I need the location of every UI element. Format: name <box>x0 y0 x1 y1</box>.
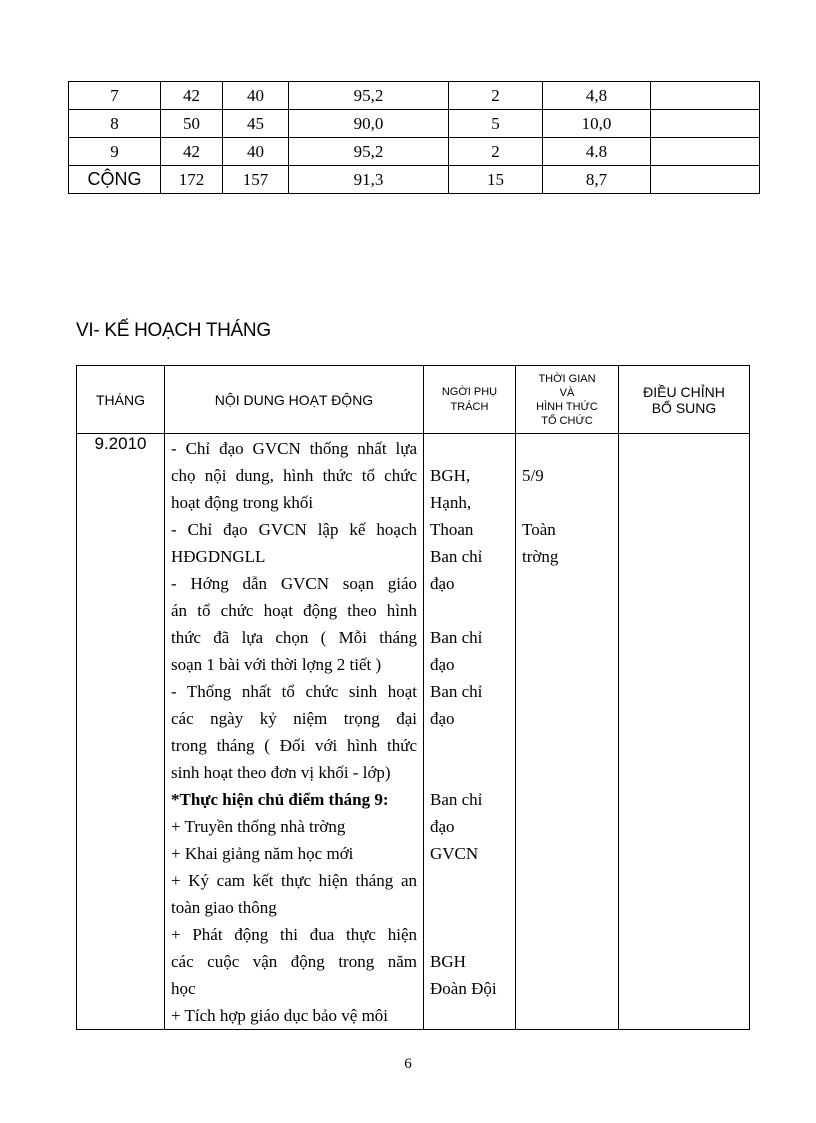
person-line: Ban chỉ <box>430 628 483 647</box>
table-cell: 5 <box>449 110 543 138</box>
table-cell: 95,2 <box>289 82 449 110</box>
header-adjustment <box>619 366 750 434</box>
table-cell: 42 <box>161 82 223 110</box>
content-line: + Phát động thi đua thực hiện <box>171 925 417 944</box>
grade-cell: 9 <box>69 138 161 166</box>
header-adjust-line: BỔ SUNG <box>651 399 717 416</box>
content-line: toàn giao thông <box>171 898 277 917</box>
content-line: - Thống nhất tổ chức sinh hoạt <box>171 682 417 701</box>
content-line: + Ký cam kết thực hiện tháng an <box>171 871 417 890</box>
content-line: + Tích hợp giáo dục bảo vệ môi <box>171 1006 389 1025</box>
header-time-line: THỜI GIAN <box>538 372 596 385</box>
person-line: BGH, <box>430 466 471 485</box>
content-line: - Hớng dẫn GVCN soạn giáo <box>171 574 417 593</box>
content-cell <box>165 434 424 1030</box>
table-cell: 10,0 <box>543 110 651 138</box>
person-line <box>430 732 515 759</box>
table-cell: 40 <box>223 82 289 110</box>
person-line: đạo <box>430 574 455 593</box>
header-content: NỘI DUNG HOẠT ĐỘNG <box>165 366 424 434</box>
content-line: hoạt động trong khối <box>171 493 314 512</box>
header-time-line: HÌNH THỨC <box>536 400 598 413</box>
table-cell: 172 <box>161 166 223 194</box>
statistics-table <box>68 81 760 194</box>
table-cell: 15 <box>449 166 543 194</box>
time-line: Toàn <box>522 520 556 539</box>
table-cell: 2 <box>449 82 543 110</box>
person-line <box>430 759 515 786</box>
person-line <box>430 1002 515 1029</box>
grade-cell: 7 <box>69 82 161 110</box>
content-line: sinh hoạt theo đơn vị khối - lớp) <box>171 763 391 782</box>
table-cell: 90,0 <box>289 110 449 138</box>
time-line <box>522 489 618 516</box>
plan-row <box>77 434 750 1030</box>
table-row <box>69 82 760 110</box>
person-line: GVCN <box>430 844 479 863</box>
content-line: + Khai giảng năm học mới <box>171 844 354 863</box>
header-person-in-charge <box>424 366 516 434</box>
time-lines <box>516 434 618 570</box>
content-line: án tổ chức hoạt động theo hình <box>171 601 417 620</box>
month-cell: 9.2010 <box>77 434 165 1030</box>
content-line: - Chỉ đạo GVCN lập kế hoạch <box>171 520 417 539</box>
person-cell <box>424 434 516 1030</box>
person-line <box>430 435 515 462</box>
table-cell: 4.8 <box>543 138 651 166</box>
person-line <box>430 597 515 624</box>
content-line: chọ nội dung, hình thức tổ chức <box>171 466 417 485</box>
adjustment-cell <box>619 434 750 1030</box>
person-line: Thoan <box>430 520 474 539</box>
time-line: trờng <box>522 547 559 566</box>
monthly-plan-table <box>76 365 750 1030</box>
table-cell: 45 <box>223 110 289 138</box>
person-line: Đoàn Đội <box>430 979 497 998</box>
person-line: BGH <box>430 952 466 971</box>
person-line <box>430 921 515 948</box>
header-time-line: VÀ <box>559 386 575 399</box>
table-cell: 8,7 <box>543 166 651 194</box>
table-cell: 95,2 <box>289 138 449 166</box>
person-line: Ban chỉ <box>430 682 483 701</box>
table-cell <box>651 110 760 138</box>
person-line: Ban chỉ <box>430 547 483 566</box>
table-cell <box>651 166 760 194</box>
statistics-table-body <box>69 82 760 194</box>
header-row <box>77 366 750 434</box>
person-line: đạo <box>430 817 455 836</box>
content-line: + Truyền thống nhà trờng <box>171 817 346 836</box>
content-line: học <box>171 979 196 998</box>
content-line: trong tháng ( Đối với hình thức <box>171 736 417 755</box>
person-line: Hạnh, <box>430 493 472 512</box>
table-cell: 157 <box>223 166 289 194</box>
content-line: các ngày kỷ niệm trọng đại <box>171 709 417 728</box>
content-line: HĐGDNGLL <box>171 547 266 566</box>
content-lines <box>165 434 423 1029</box>
total-row <box>69 166 760 194</box>
table-row <box>69 110 760 138</box>
table-cell: 42 <box>161 138 223 166</box>
time-cell <box>516 434 619 1030</box>
header-time-line: TỔ CHỨC <box>541 414 593 427</box>
table-cell: 50 <box>161 110 223 138</box>
header-adjust-line: ĐIỀU CHỈNH <box>643 383 725 400</box>
table-cell: 40 <box>223 138 289 166</box>
total-label: CỘNG <box>69 166 161 194</box>
person-line: Ban chỉ <box>430 790 483 809</box>
time-line: 5/9 <box>522 466 544 485</box>
header-time-format <box>516 366 619 434</box>
content-line: *Thực hiện chủ điểm tháng 9: <box>171 790 389 809</box>
header-person-line: TRÁCH <box>450 400 489 413</box>
time-line <box>522 435 618 462</box>
grade-cell: 8 <box>69 110 161 138</box>
content-line: thức đã lựa chọn ( Mỗi tháng <box>171 628 417 647</box>
page-number: 6 <box>404 1056 412 1072</box>
person-lines <box>424 434 515 1029</box>
table-cell <box>651 82 760 110</box>
table-cell: 91,3 <box>289 166 449 194</box>
section-title: VI- KẾ HOẠCH THÁNG <box>76 320 271 341</box>
person-line: đạo <box>430 709 455 728</box>
content-line: soạn 1 bài với thời lợng 2 tiết ) <box>171 655 382 674</box>
person-line: đạo <box>430 655 455 674</box>
person-line <box>430 894 515 921</box>
table-cell: 2 <box>449 138 543 166</box>
person-line <box>430 867 515 894</box>
header-person-line: NGỜI PHỤ <box>441 385 498 398</box>
content-line: các cuộc vận động trong năm <box>171 952 417 971</box>
table-cell <box>651 138 760 166</box>
table-cell: 4,8 <box>543 82 651 110</box>
table-row <box>69 138 760 166</box>
content-line: - Chỉ đạo GVCN thống nhất lựa <box>171 439 417 458</box>
header-month: THÁNG <box>77 366 165 434</box>
